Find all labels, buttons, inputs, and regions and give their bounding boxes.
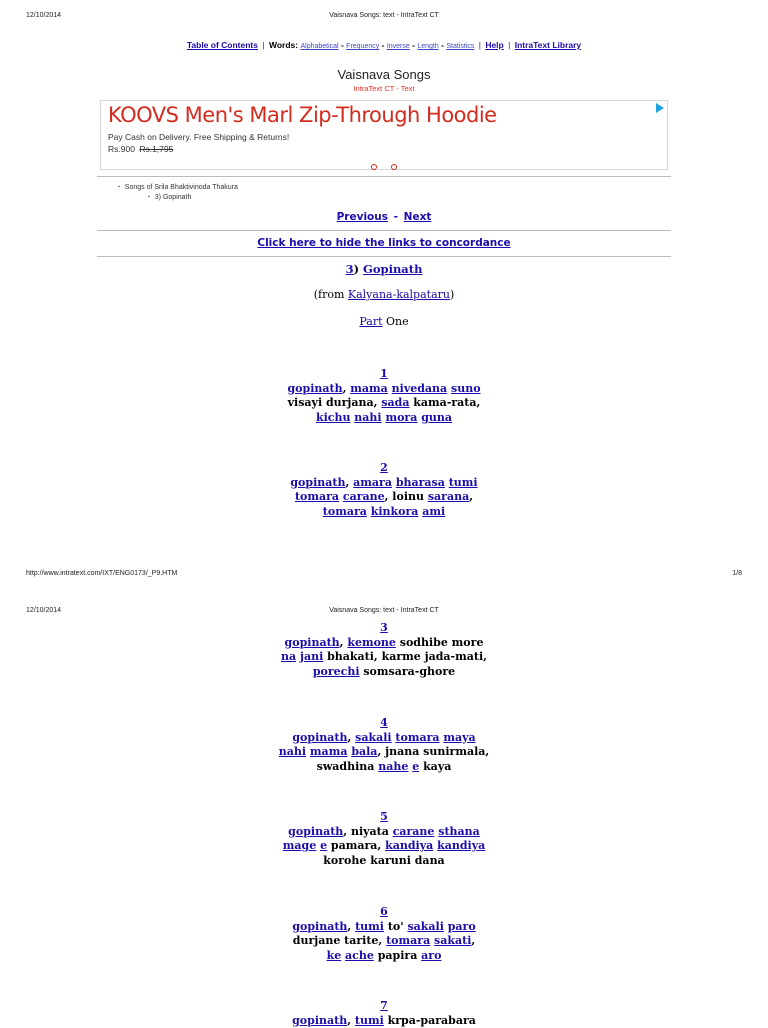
concordance-word-link[interactable]: kandiya [385,839,433,852]
verse-text: , [469,490,473,503]
song-title-link[interactable]: Gopinath [363,262,422,276]
verse-text: bhakati, karme jada-mati, [323,650,487,663]
concordance-word-link[interactable]: tomara [395,731,439,744]
verse [0,905,768,963]
words-label: Words: [269,40,298,50]
verse-line [0,665,768,680]
verse-text: kama-rata, [409,396,480,409]
concordance-word-link[interactable]: na [281,650,296,663]
print-page-number: 1/8 [732,570,742,577]
concordance-word-link[interactable]: tumi [355,1014,384,1027]
concordance-word-link[interactable]: nivedana [392,382,448,395]
adchoices-icon[interactable] [656,103,664,113]
concordance-word-link[interactable]: sakali [355,731,391,744]
words-length-link[interactable]: Length [417,43,438,50]
concordance-word-link[interactable]: carane [393,825,435,838]
nav-separator: | [506,40,512,50]
concordance-word-link[interactable]: kemone [347,636,396,649]
concordance-word-link[interactable]: maya [443,731,475,744]
song-title [0,262,768,276]
concordance-word-link[interactable]: kichu [316,411,351,424]
nav-separator: | [477,40,483,50]
verse-line [0,490,768,505]
site-title: Vaisnava Songs [0,67,768,82]
concordance-word-link[interactable]: ache [345,949,374,962]
divider [97,256,671,257]
verse-text: swadhina [317,760,379,773]
concordance-word-link[interactable]: sakati [434,934,471,947]
verse-line [0,476,768,491]
source-close: ) [450,288,454,301]
previous-link[interactable]: Previous [337,211,388,223]
site-subtitle: IntraText CT - Text [0,84,768,93]
verse-number-link[interactable]: 1 [0,367,768,382]
verse-line [0,1014,768,1028]
verse-line [0,396,768,411]
concordance-word-link[interactable]: mage [283,839,316,852]
verse [0,810,768,868]
words-frequency-link[interactable]: Frequency [346,43,379,50]
concordance-word-link[interactable]: suno [451,382,481,395]
ad-headline[interactable]: KOOVS Men's Marl Zip-Through Hoodie [108,103,497,127]
concordance-word-link[interactable]: mama [350,382,388,395]
verse-line [0,839,768,854]
next-link[interactable]: Next [404,211,432,223]
words-alphabetical-link[interactable]: Alphabetical [300,43,338,50]
verse-text: to' [384,920,407,933]
verse-text: , jnana sunirmala, [377,745,489,758]
verse-text: , [340,636,348,649]
concordance-word-link[interactable]: kandiya [437,839,485,852]
concordance-word-link[interactable]: nahi [354,411,381,424]
breadcrumb-level1[interactable]: ▪ Songs of Srila Bhaktivinoda Thakura [118,183,238,193]
verse-line [0,745,768,760]
verse [0,367,768,425]
ad-old-price: Rs.1,795 [139,144,173,154]
concordance-word-link[interactable]: ami [422,505,445,518]
verse-number-link[interactable]: 7 [0,999,768,1014]
part-link[interactable]: Part [359,315,382,328]
verse-line [0,949,768,964]
verse-text: somsara-ghore [360,665,456,678]
breadcrumb-level2[interactable]: ▪ 3) Gopinath [118,193,238,203]
concordance-word-link[interactable]: gopinath [292,731,347,744]
print-header [0,607,768,621]
verse-number-link[interactable]: 4 [0,716,768,731]
verse-text: pamara, [327,839,385,852]
verse-text: krpa-parabara [384,1014,476,1027]
concordance-word-link[interactable]: jani [300,650,323,663]
verse-text: , [343,382,351,395]
concordance-word-link[interactable]: sthana [438,825,480,838]
print-url: http://www.intratext.com/IXT/ENG0173/_P9.HTM [26,570,177,577]
verse-number-link[interactable]: 3 [0,621,768,636]
verse-line [0,650,768,665]
print-footer [0,570,768,582]
concordance-word-link[interactable]: mama [310,745,348,758]
concordance-word-link[interactable]: aro [421,949,441,962]
verse-line [0,825,768,840]
concordance-word-link[interactable]: paro [448,920,476,933]
concordance-word-link[interactable]: gopinath [288,825,343,838]
hide-concordance-links[interactable]: Click here to hide the links to concordance [257,237,510,249]
verse-text: , loinu [385,490,428,503]
concordance-word-link[interactable]: sakali [407,920,443,933]
verse-line [0,411,768,426]
part-label: One [383,315,409,328]
verse [0,621,768,679]
verse-line [0,731,768,746]
verse-line [0,854,768,869]
concordance-word-link[interactable]: gopinath [285,636,340,649]
verse-number-link[interactable]: 2 [0,461,768,476]
top-navigation: Table of Contents | Words: Alphabetical - Frequency - Inverse - Length - Statistics | Help | IntraText Library [0,40,768,50]
verse-text: papira [374,949,421,962]
verse-line [0,934,768,949]
concordance-word-link[interactable]: carane [343,490,385,503]
verse-text: , [347,920,355,933]
song-source [0,288,768,301]
table-of-contents-link[interactable]: Table of Contents [187,40,258,50]
prev-next-nav [0,211,768,223]
prev-next-separator: - [392,211,400,223]
ad-description: Pay Cash on Delivery. Free Shipping & Returns! [108,132,289,142]
verse-number-link[interactable]: 6 [0,905,768,920]
verse-text: durjane tarite, [293,934,386,947]
concordance-word-link[interactable]: e [320,839,327,852]
hide-links-toggle [0,237,768,249]
ad-banner[interactable] [100,100,668,170]
breadcrumb [118,183,238,203]
print-date: 12/10/2014 [26,12,61,19]
concordance-word-link[interactable]: tomara [323,505,367,518]
divider [97,230,671,231]
ad-pagination [101,157,667,175]
verse-text: sodhibe more [396,636,484,649]
ad-page-dot[interactable] [371,164,377,170]
print-header [0,12,768,26]
concordance-word-link[interactable]: tomara [386,934,430,947]
intratext-library-link[interactable]: IntraText Library [515,40,581,50]
nav-separator: | [260,40,266,50]
verse-line [0,760,768,775]
concordance-word-link[interactable]: tumi [449,476,478,489]
verse-line [0,505,768,520]
source-open: (from [314,288,348,301]
source-link[interactable]: Kalyana-kalpataru [348,288,450,301]
words-statistics-link[interactable]: Statistics [446,43,474,50]
concordance-word-link[interactable]: gopinath [292,920,347,933]
print-date: 12/10/2014 [26,607,61,614]
verse-text: , [471,934,475,947]
concordance-word-link[interactable]: porechi [313,665,360,678]
concordance-word-link[interactable]: nahi [279,745,306,758]
verse [0,716,768,774]
concordance-word-link[interactable]: kinkora [371,505,419,518]
verse-text: visayi durjana, [288,396,382,409]
concordance-word-link[interactable]: tomara [295,490,339,503]
words-inverse-link[interactable]: Inverse [387,43,410,50]
concordance-word-link[interactable]: sarana [428,490,469,503]
concordance-word-link[interactable]: bharasa [396,476,445,489]
song-number-suffix: ) [354,262,359,276]
verse-text: , niyata [343,825,392,838]
verse-text: kaya [419,760,451,773]
concordance-word-link[interactable]: guna [421,411,452,424]
verse-text: , [347,1014,355,1027]
ad-price [108,144,173,154]
concordance-word-link[interactable]: tumi [355,920,384,933]
verse [0,461,768,519]
verse-line [0,920,768,935]
concordance-word-link[interactable]: gopinath [292,1014,347,1027]
verse-line [0,636,768,651]
song-number-link[interactable]: 3 [346,262,354,276]
ad-page-dot[interactable] [391,164,397,170]
verse-text: korohe karuni dana [323,854,444,867]
concordance-word-link[interactable]: gopinath [290,476,345,489]
concordance-word-link[interactable]: ke [327,949,342,962]
part-heading [0,315,768,328]
verse-text: , [345,476,353,489]
verse-number-link[interactable]: 5 [0,810,768,825]
print-title: Vaisnava Songs: text - IntraText CT [0,607,768,614]
divider [97,176,671,177]
concordance-word-link[interactable]: mora [385,411,417,424]
verse-text: , [347,731,355,744]
concordance-word-link[interactable]: gopinath [287,382,342,395]
concordance-word-link[interactable]: bala [351,745,377,758]
concordance-word-link[interactable]: e [412,760,419,773]
verse-line [0,382,768,397]
concordance-word-link[interactable]: sada [381,396,409,409]
concordance-word-link[interactable]: nahe [378,760,408,773]
concordance-word-link[interactable]: amara [353,476,392,489]
print-title: Vaisnava Songs: text - IntraText CT [0,12,768,19]
help-link[interactable]: Help [485,40,503,50]
ad-current-price: Rs.900 [108,144,135,154]
